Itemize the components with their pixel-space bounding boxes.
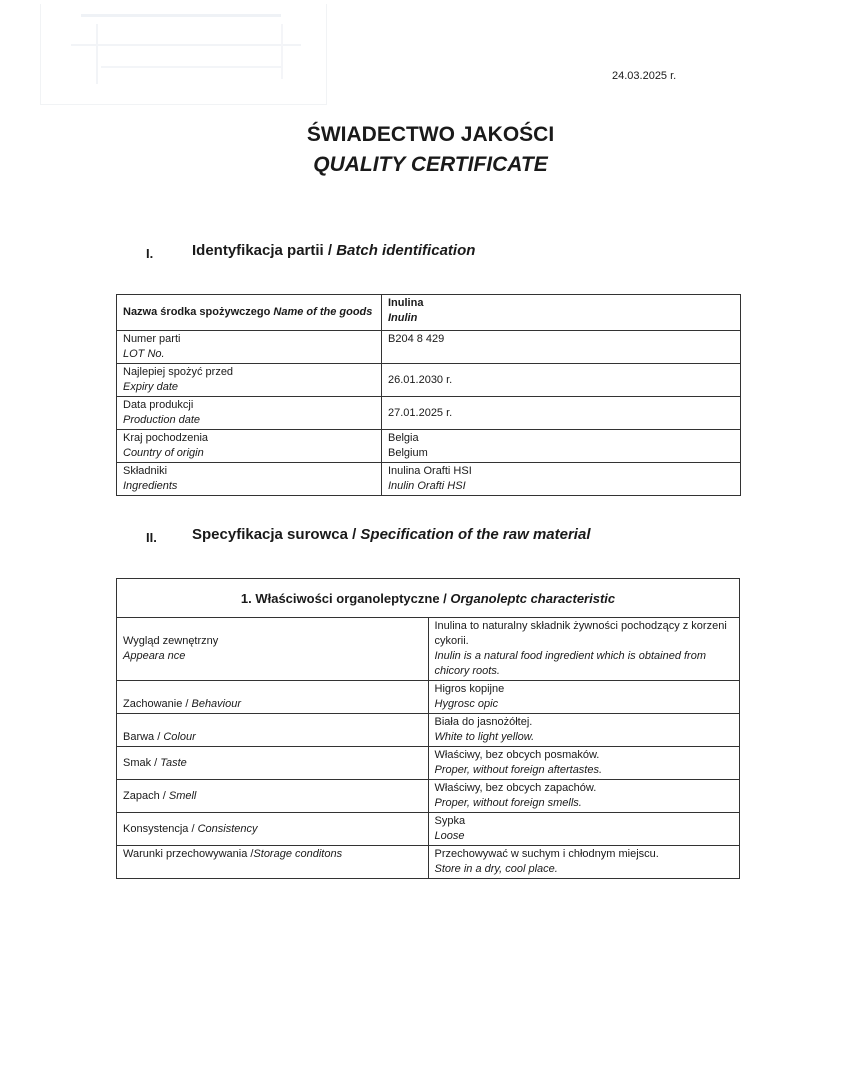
table-row	[117, 681, 740, 714]
document-date: 24.03.2025 r.	[612, 70, 677, 82]
row-value: Higros kopijne Hygrosc opic	[428, 681, 740, 714]
document-title	[0, 120, 861, 180]
company-logo-watermark	[40, 4, 327, 105]
row-value: Właściwy, bez obcych zapachów. Proper, without foreign smells.	[428, 780, 740, 813]
table-header: 1. Właściwości organoleptyczne / Organoleptc characteristic	[117, 579, 740, 618]
table-row	[117, 430, 741, 463]
table-row	[117, 780, 740, 813]
row-value: Biała do jasnożółtej. White to light yellow.	[428, 714, 740, 747]
section-2-title-pl: Specyfikacja surowca /	[192, 526, 361, 543]
table-row	[117, 463, 741, 496]
row-label: Smak / Taste	[117, 747, 429, 780]
row-value: Inulina Inulin	[382, 295, 741, 331]
row-label: Numer parti LOT No.	[117, 331, 382, 364]
row-label: Najlepiej spożyć przed Expiry date	[117, 364, 382, 397]
row-label: Zapach / Smell	[117, 780, 429, 813]
row-label: Kraj pochodzenia Country of origin	[117, 430, 382, 463]
table-row	[117, 295, 741, 331]
batch-identification-table	[116, 294, 741, 496]
row-label: Składniki Ingredients	[117, 463, 382, 496]
row-value: Właściwy, bez obcych posmaków. Proper, without foreign aftertastes.	[428, 747, 740, 780]
row-value: Belgia Belgium	[382, 430, 741, 463]
table-row	[117, 364, 741, 397]
row-value: Przechowywać w suchym i chłodnym miejscu. Store in a dry, cool place.	[428, 846, 740, 879]
row-value: B204 8 429	[382, 331, 741, 364]
section-1-number: I.	[146, 246, 154, 261]
row-value: 26.01.2030 r.	[382, 364, 741, 397]
table-row	[117, 714, 740, 747]
row-label: Warunki przechowywania /Storage conditons	[117, 846, 429, 879]
row-value: Sypka Loose	[428, 813, 740, 846]
section-1-title-en: Batch identification	[336, 242, 476, 259]
section-2-title-en: Specification of the raw material	[360, 526, 591, 543]
row-label: Data produkcji Production date	[117, 397, 382, 430]
title-english: QUALITY CERTIFICATE	[313, 153, 548, 176]
section-2-number: II.	[146, 530, 157, 545]
table-row	[117, 813, 740, 846]
row-label: Barwa / Colour	[117, 714, 429, 747]
table-row	[117, 331, 741, 364]
row-label: Wygląd zewnętrzny Appeara nce	[117, 618, 429, 681]
title-polish: ŚWIADECTWO JAKOŚCI	[306, 123, 555, 146]
table-row	[117, 846, 740, 879]
table-row	[117, 747, 740, 780]
table-row	[117, 618, 740, 681]
row-value: Inulina Orafti HSI Inulin Orafti HSI	[382, 463, 741, 496]
row-value: 27.01.2025 r.	[382, 397, 741, 430]
row-value: Inulina to naturalny składnik żywności pochodzący z korzeni cykorii. Inulin is a natural food ingredient which is obtained from chicory roots.	[428, 618, 740, 681]
row-label: Zachowanie / Behaviour	[117, 681, 429, 714]
organoleptic-characteristics-table	[116, 578, 740, 879]
table-row	[117, 397, 741, 430]
section-1-title-pl: Identyfikacja partii /	[192, 242, 337, 259]
table-header-row	[117, 579, 740, 618]
row-label: Konsystencja / Consistency	[117, 813, 429, 846]
row-label: Nazwa środka spożywczego Name of the goods	[117, 295, 382, 331]
